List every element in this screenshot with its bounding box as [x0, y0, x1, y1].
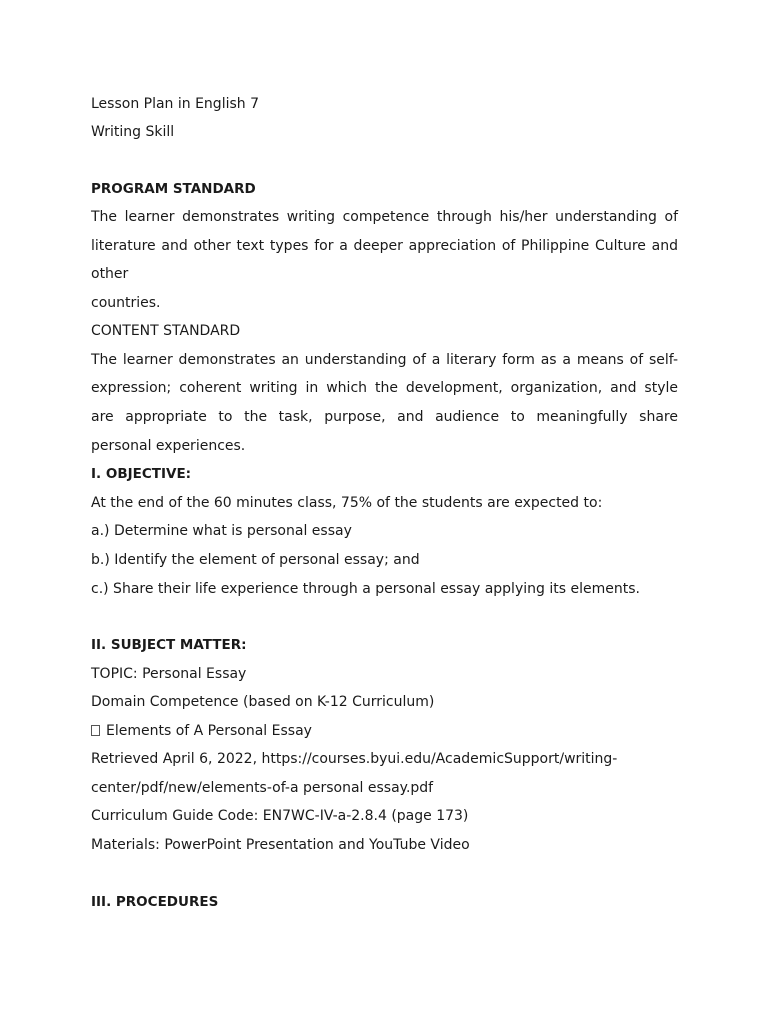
program-standard-line: other	[91, 266, 129, 282]
document-title: Lesson Plan in English 7	[91, 96, 259, 112]
program-standard-heading: PROGRAM STANDARD	[91, 181, 256, 197]
curriculum-guide-code: Curriculum Guide Code: EN7WC-IV-a-2.8.4 (page 173)	[91, 808, 469, 824]
objective-heading: I. OBJECTIVE:	[91, 466, 192, 482]
objective-intro: At the end of the 60 minutes class, 75% of the students are expected to:	[91, 495, 603, 511]
subject-matter-retrieved-url: center/pdf/new/elements-of-a personal essay.pdf	[91, 780, 434, 796]
procedures-heading: III. PROCEDURES	[91, 894, 219, 910]
subject-matter-heading: II. SUBJECT MATTER:	[91, 637, 247, 653]
content-standard-line: are appropriate to the task, purpose, and audience to meaningfully share	[91, 409, 678, 425]
bullet-box-icon	[91, 725, 100, 736]
bullet-text: Elements of A Personal Essay	[106, 723, 312, 739]
subject-matter-topic: TOPIC: Personal Essay	[91, 666, 247, 682]
objective-item: b.) Identify the element of personal essay; and	[91, 552, 420, 568]
program-standard-line: countries.	[91, 295, 161, 311]
subject-matter-domain: Domain Competence (based on K-12 Curriculum)	[91, 694, 435, 710]
content-standard-line: The learner demonstrates an understanding of a literary form as a means of self-	[91, 352, 678, 368]
subject-matter-bullet-item	[91, 722, 312, 740]
subject-matter-retrieved: Retrieved April 6, 2022, https://courses.byui.edu/AcademicSupport/writing-	[91, 751, 618, 767]
content-standard-line: expression; coherent writing in which the development, organization, and style	[91, 380, 678, 396]
objective-item: c.) Share their life experience through a personal essay applying its elements.	[91, 581, 640, 597]
program-standard-line: literature and other text types for a deeper appreciation of Philippine Culture and	[91, 238, 678, 254]
content-standard-heading: CONTENT STANDARD	[91, 323, 241, 339]
materials: Materials: PowerPoint Presentation and YouTube Video	[91, 837, 470, 853]
program-standard-line: The learner demonstrates writing competence through his/her understanding of	[91, 209, 678, 225]
document-subtitle: Writing Skill	[91, 124, 175, 140]
objective-item: a.) Determine what is personal essay	[91, 523, 352, 539]
content-standard-line: personal experiences.	[91, 438, 246, 454]
